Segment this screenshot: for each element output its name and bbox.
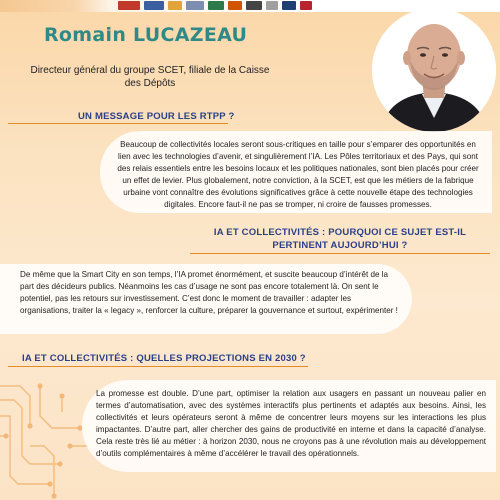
partner-logo [246, 1, 262, 10]
section-body-projections [82, 380, 496, 472]
partner-logo [282, 1, 296, 10]
section-body-message [100, 131, 492, 213]
section-title-projections: IA ET COLLECTIVITÉS : QUELLES PROJECTIONS EN 2030 ? [22, 353, 306, 364]
person-role: Directeur général du groupe SCET, filiale de la Caisse des Dépôts [30, 65, 270, 89]
section-divider [8, 123, 228, 124]
section-body-pertinence [0, 264, 412, 334]
section-text: La promesse est double. D’une part, optimiser la relation aux usagers en passant un nouveau palier en termes d’automatisation, avec des systèmes interactifs plus pertinents et adaptés aux besoins. Ainsi, les collectivités et leurs opérateurs seront à même de concentrer leurs moyens sur les interactions les plus impactantes. D’autre part, aller chercher des gains de productivité en interne et dans la capacité d’analyse. Cela reste très lié au métier : à horizon 2030, nous ne croyons pas à une révolution mais au développement d’outils complémentaires à même d’accélérer le travail des opérationnels. [96, 389, 486, 458]
section-text: De même que la Smart City en son temps, l’IA promet énormément, et suscite beaucoup d’intérêt de la part des décideurs publics. Néanmoins les cas d’usage ne sont pas encore totalement là. On sent le potentiel, pas les retours sur investissement. C’est donc le moment de travailler : adapter les organisations, traiter la « legacy », renforcer la culture, préparer la gouvernance et surtout, expérimenter ! [20, 270, 398, 315]
partner-logo [118, 1, 140, 10]
partner-logo [266, 1, 278, 10]
partner-logo [168, 1, 182, 10]
section-title-pertinence: IA ET COLLECTIVITÉS : POURQUOI CE SUJET EST-IL PERTINENT AUJOURD’HUI ? [213, 227, 467, 251]
portrait-photo [372, 8, 496, 132]
partner-logo [144, 1, 164, 10]
person-name: Romain LUCAZEAU [44, 24, 248, 46]
partner-logo [186, 1, 204, 10]
section-divider [190, 253, 490, 254]
partner-logo [208, 1, 224, 10]
partner-logo [228, 1, 242, 10]
circuit-decoration [0, 356, 90, 500]
section-text: Beaucoup de collectivités locales seront sous-critiques en taille pour s’emparer des opportunités en lien avec les technologies d’avenir, et singulièrement l’IA. Les Pôles territoriaux et des Pays, qui sont des relais essentiels entre les besoins locaux et les politiques nationales, sont bien placés pour créer un effet de levier. Plus globalement, notre conviction, à la SCET, est que les métiers de la fabrique urbaine vont connaître des évolutions significatives grâce à cette nouvelle étape des technologies digitales. Encore faut-il ne pas se tromper, ni croire de fausses promesses. [117, 140, 479, 209]
partner-logo [300, 1, 312, 10]
partner-logos [118, 1, 312, 10]
section-title-message: UN MESSAGE POUR LES RTPP ? [78, 111, 235, 122]
